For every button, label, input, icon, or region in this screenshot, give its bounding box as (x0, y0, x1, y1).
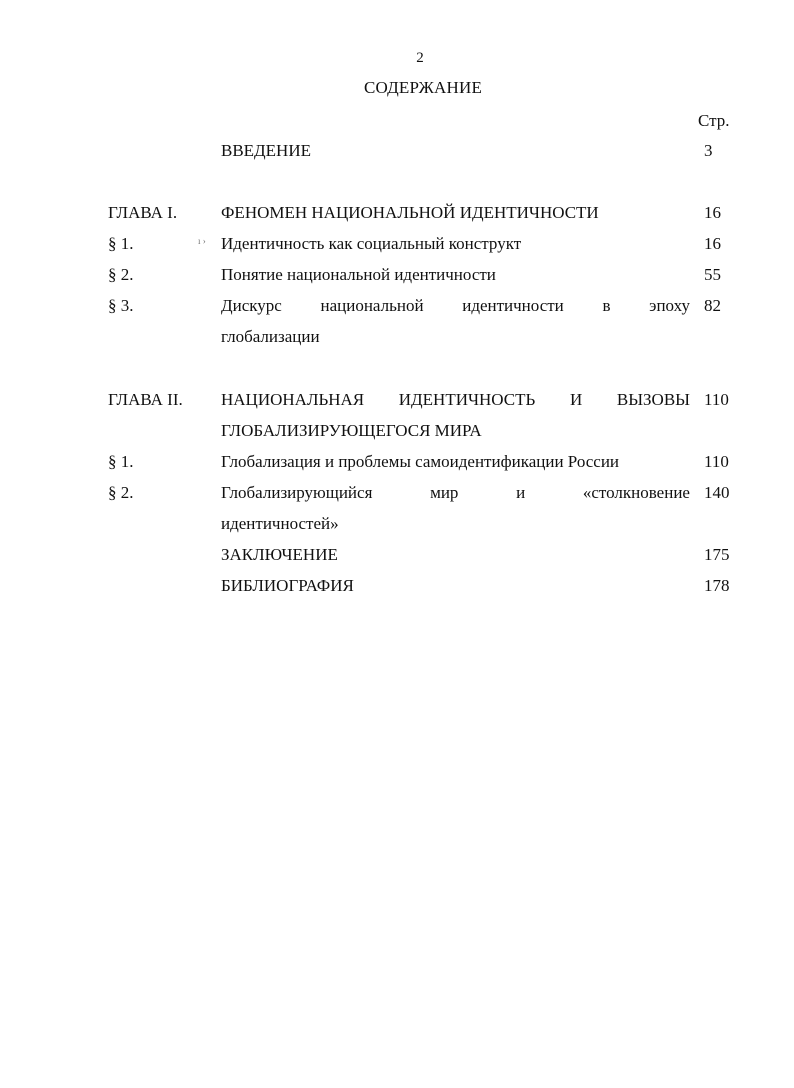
title-word: ИДЕНТИЧНОСТЬ (398, 390, 536, 409)
chapter1-title: ФЕНОМЕН НАЦИОНАЛЬНОЙ ИДЕНТИЧНОСТИ (221, 203, 599, 222)
title-word: и (516, 483, 526, 502)
ch1-sec2-label: § 2. (108, 265, 134, 284)
ch1-sec2-title: Понятие национальной идентичности (221, 265, 496, 284)
ch1-sec1-label: § 1. (108, 234, 134, 253)
ch2-sec1-label: § 1. (108, 452, 134, 471)
chapter1-page: 16 (704, 203, 721, 222)
chapter2-page: 110 (704, 390, 729, 409)
conclusion-page: 175 (704, 545, 730, 564)
toc-row-intro (0, 141, 794, 165)
title-word: Глобализирующийся (221, 483, 373, 502)
bibliography-title: БИБЛИОГРАФИЯ (221, 576, 354, 595)
toc-row-chapter2 (0, 390, 794, 414)
title-word: в (602, 296, 611, 315)
ch2-sec1-page: 110 (704, 452, 729, 471)
title-word: ВЫЗОВЫ (616, 390, 690, 409)
toc-row-ch2-sec2-cont (0, 514, 794, 538)
toc-row-ch1-sec2 (0, 265, 794, 289)
chapter2-title-cont: ГЛОБАЛИЗИРУЮЩЕГОСЯ МИРА (221, 421, 482, 440)
ch2-sec1-title: Глобализация и проблемы самоидентификации России (221, 452, 620, 471)
toc-row-ch1-sec3 (0, 296, 794, 320)
title-word: национальной (320, 296, 424, 315)
ch2-sec2-label: § 2. (108, 483, 134, 502)
intro-title: ВВЕДЕНИЕ (221, 141, 311, 160)
chapter2-title (221, 390, 690, 410)
ch1-sec3-page: 82 (704, 296, 721, 315)
chapter1-label: ГЛАВА I. (108, 203, 178, 222)
title-word: НАЦИОНАЛЬНАЯ (221, 390, 365, 409)
ch2-sec2-page: 140 (704, 483, 730, 502)
ch2-sec2-title-cont: идентичностей» (221, 514, 339, 533)
toc-row-chapter1 (0, 203, 794, 227)
margin-mark: ı › (198, 236, 206, 246)
ch1-sec1-title: Идентичность как социальный конструкт (221, 234, 522, 253)
ch1-sec3-title (221, 296, 690, 316)
title-word: эпоху (649, 296, 690, 315)
toc-row-chapter2-cont (0, 421, 794, 445)
toc-row-ch1-sec3-cont (0, 327, 794, 351)
title-word: И (569, 390, 583, 409)
bibliography-page: 178 (704, 576, 730, 595)
conclusion-title: ЗАКЛЮЧЕНИЕ (221, 545, 338, 564)
ch1-sec2-page: 55 (704, 265, 721, 284)
ch2-sec2-title (221, 483, 690, 503)
toc-row-bibliography (0, 576, 794, 600)
page-column-header: Стр. (698, 111, 730, 130)
toc-row-ch2-sec1 (0, 452, 794, 476)
title-word: «столкновение (582, 483, 690, 502)
ch1-sec3-title-cont: глобализации (221, 327, 320, 346)
toc-title: СОДЕРЖАНИЕ (363, 78, 483, 97)
title-word: идентичности (462, 296, 564, 315)
chapter2-label: ГЛАВА II. (108, 390, 183, 409)
toc-row-conclusion (0, 545, 794, 569)
page-number: 2 (416, 50, 424, 66)
ch1-sec1-page: 16 (704, 234, 721, 253)
title-word: Дискурс (221, 296, 282, 315)
intro-page: 3 (704, 141, 713, 160)
ch1-sec3-label: § 3. (108, 296, 134, 315)
title-word: мир (430, 483, 459, 502)
toc-row-ch1-sec1 (0, 234, 794, 258)
toc-row-ch2-sec2 (0, 483, 794, 507)
